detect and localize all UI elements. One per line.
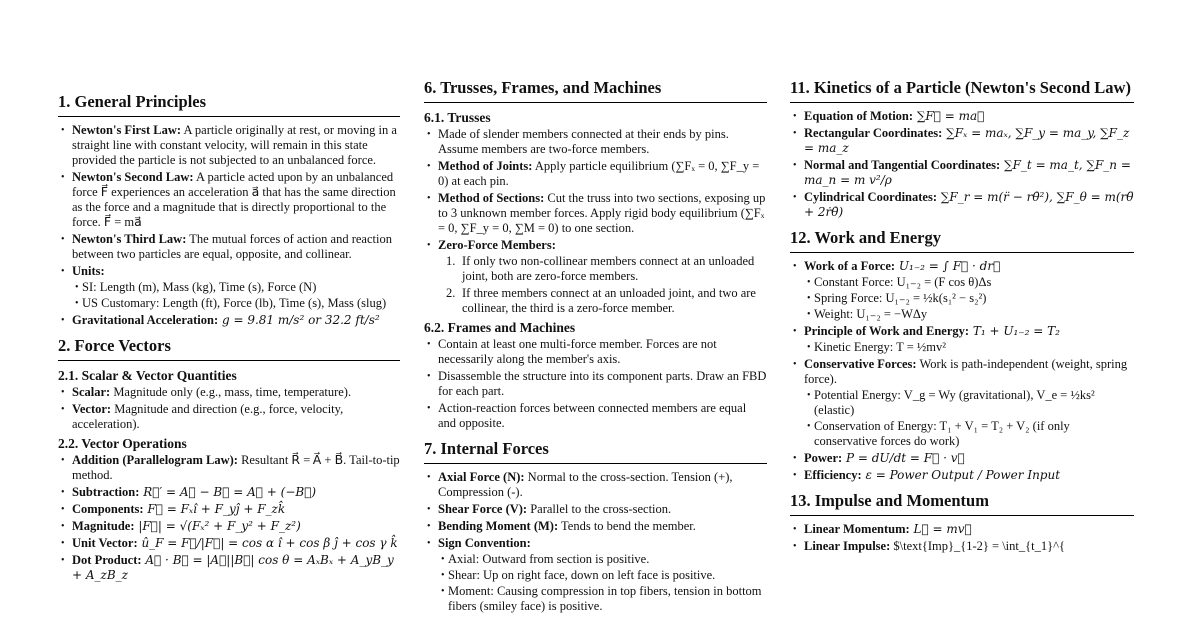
list-item: • US Customary: Length (ft), Force (lb), Time (s), Mass (slug) [72, 296, 400, 311]
section-trusses [424, 78, 767, 431]
list-item: • Axial Force (N): Normal to the cross-section. Tension (+), Compression (-). [424, 470, 767, 500]
scalar-vector-list [58, 385, 400, 432]
pwe-sub-list [804, 340, 1134, 355]
list-item: • Units: • SI: Length (m), Mass (kg), Time (s), Force (N) • US Customary: Length (ft), Force (lb), Time (s), Mass (slug) [58, 264, 400, 311]
list-item: • Principle of Work and Energy: T₁ + U₁₋₂ = T₂ • Kinetic Energy: T = ½mv² [790, 324, 1134, 355]
section-title: 13. Impulse and Momentum [790, 491, 1134, 516]
frames-list [424, 337, 767, 431]
list-item: • Magnitude: |F⃗| = √(Fₓ² + F_y² + F_z²) [58, 519, 400, 534]
list-item: • Gravitational Acceleration: g = 9.81 m/s² or 32.2 ft/s² [58, 313, 400, 328]
column-3 [790, 78, 1134, 562]
section-general-principles [58, 92, 400, 328]
list-item: • Contain at least one multi-force member. Forces are not necessarily along the member's axis. [424, 337, 767, 367]
list-item: • Newton's Third Law: The mutual forces of action and reaction between two particles are equal, opposite, and collinear. [58, 232, 400, 262]
list-item: • Kinetic Energy: T = ½mv² [804, 340, 1134, 355]
units-list [72, 280, 400, 311]
section-internal-forces [424, 439, 767, 614]
list-item: • Linear Momentum: L⃗ = mv⃗ [790, 522, 1134, 537]
conservative-sub-list [804, 388, 1134, 449]
section-title: 1. General Principles [58, 92, 400, 117]
section-kinetics [790, 78, 1134, 220]
list-item: • Method of Sections: Cut the truss into two sections, exposing up to 3 unknown member forces. Apply rigid body equilibrium (∑Fₓ = 0, ∑F_y = 0, ∑M = 0) to one section. [424, 191, 767, 236]
trusses-list [424, 127, 767, 316]
list-item: • Normal and Tangential Coordinates: ∑F_t = ma_t, ∑F_n = ma_n = m v²/ρ [790, 158, 1134, 188]
section-force-vectors [58, 336, 400, 583]
impulse-list [790, 522, 1134, 554]
list-item: • Newton's Second Law: A particle acted upon by an unbalanced force F⃗ experiences an acceleration a⃗ that has the same direction as the force and a magnitude that is directly proportional to the force. F⃗ = ma⃗ [58, 170, 400, 230]
list-item: • Sign Convention: • Axial: Outward from section is positive. • Shear: Up on right face, down on left face is positive. • Moment: Causing compression in top fibers, tension in bottom fibers (smiley face) is positive. [424, 536, 767, 614]
subsection-title: 6.2. Frames and Machines [424, 320, 576, 335]
list-item: • Vector: Magnitude and direction (e.g., force, velocity, acceleration). [58, 402, 400, 432]
work-energy-list [790, 259, 1134, 483]
general-principles-list [58, 123, 400, 328]
list-item: • Axial: Outward from section is positive. [438, 552, 767, 567]
list-item: • SI: Length (m), Mass (kg), Time (s), Force (N) [72, 280, 400, 295]
list-item: • Disassemble the structure into its component parts. Draw an FBD for each part. [424, 369, 767, 399]
section-title: 12. Work and Energy [790, 228, 1134, 253]
vector-operations-list [58, 453, 400, 583]
list-item: • Zero-Force Members: 1. If only two non-collinear members connect at an unloaded joint, both are zero-force members. 2. If three members connect at an unloaded joint, and two are collinear, the third is a zero-force member. [424, 238, 767, 316]
list-item: • Bending Moment (M): Tends to bend the member. [424, 519, 767, 534]
section-title: 7. Internal Forces [424, 439, 767, 464]
list-item: • Action-reaction forces between connected members are equal and opposite. [424, 401, 767, 431]
list-item: 2. If three members connect at an unloaded joint, and two are collinear, the third is a zero-force member. [438, 286, 767, 316]
list-item: • Made of slender members connected at their ends by pins. Assume members are two-force members. [424, 127, 767, 157]
list-item: • Equation of Motion: ∑F⃗ = ma⃗ [790, 109, 1134, 124]
subsection-title: 2.2. Vector Operations [58, 436, 187, 451]
list-item: • Shear Force (V): Parallel to the cross-section. [424, 502, 767, 517]
list-item: • Work of a Force: U₁₋₂ = ∫ F⃗ · dr⃗ • Constant Force: U₁₋₂ = (F cos θ)Δs • Spring Force: U₁₋₂ = ½k(s₁² − s₂²) • Weight: U₁₋₂ = −WΔy [790, 259, 1134, 322]
list-item: • Constant Force: U₁₋₂ = (F cos θ)Δs [804, 275, 1134, 290]
list-item: • Spring Force: U₁₋₂ = ½k(s₁² − s₂²) [804, 291, 1134, 306]
section-title: 6. Trusses, Frames, and Machines [424, 78, 767, 103]
section-impulse-momentum [790, 491, 1134, 554]
list-item: • Conservation of Energy: T₁ + V₁ = T₂ + V₂ (if only conservative forces do work) [804, 419, 1134, 449]
list-item: • Components: F⃗ = Fₓî + F_yĵ + F_zk̂ [58, 502, 400, 517]
list-item: • Potential Energy: V_g = Wy (gravitational), V_e = ½ks² (elastic) [804, 388, 1134, 418]
list-item: • Unit Vector: û_F = F⃗/|F⃗| = cos α î + cos β ĵ + cos γ k̂ [58, 536, 400, 551]
list-item: 1. If only two non-collinear members connect at an unloaded joint, both are zero-force members. [438, 254, 767, 284]
subsection-title: 2.1. Scalar & Vector Quantities [58, 368, 237, 383]
list-item: • Linear Impulse: $\text{Imp}_{1-2} = \int_{t_1}^{ [790, 539, 1134, 554]
section-title: 2. Force Vectors [58, 336, 400, 361]
list-item: • Dot Product: A⃗ · B⃗ = |A⃗||B⃗| cos θ = AₓBₓ + A_yB_y + A_zB_z [58, 553, 400, 583]
list-item: • Shear: Up on right face, down on left face is positive. [438, 568, 767, 583]
list-item: • Efficiency: ε = Power Output / Power Input [790, 468, 1134, 483]
list-item: • Subtraction: R⃗′ = A⃗ − B⃗ = A⃗ + (−B⃗) [58, 485, 400, 500]
list-item: • Newton's First Law: A particle originally at rest, or moving in a straight line with constant velocity, will remain in this state provided the particle is not subjected to an unbalanced force. [58, 123, 400, 168]
list-item: • Addition (Parallelogram Law): Resultant R⃗ = A⃗ + B⃗. Tail-to-tip method. [58, 453, 400, 483]
list-item: • Scalar: Magnitude only (e.g., mass, time, temperature). [58, 385, 400, 400]
column-2 [424, 78, 767, 622]
kinetics-list [790, 109, 1134, 220]
internal-forces-list [424, 470, 767, 614]
list-item: • Weight: U₁₋₂ = −WΔy [804, 307, 1134, 322]
zero-force-list [438, 254, 767, 316]
column-1 [58, 92, 400, 591]
list-item: • Cylindrical Coordinates: ∑F_r = m(r̈ − rθ̇²), ∑F_θ = m(rθ̈ + 2ṙθ̇) [790, 190, 1134, 220]
section-work-energy [790, 228, 1134, 483]
list-item: • Rectangular Coordinates: ∑Fₓ = maₓ, ∑F_y = ma_y, ∑F_z = ma_z [790, 126, 1134, 156]
work-sub-list [804, 275, 1134, 322]
list-item: • Power: P = dU/dt = F⃗ · v⃗ [790, 451, 1134, 466]
list-item: • Method of Joints: Apply particle equilibrium (∑Fₓ = 0, ∑F_y = 0) at each pin. [424, 159, 767, 189]
list-item: • Moment: Causing compression in top fibers, tension in bottom fibers (smiley face) is positive. [438, 584, 767, 614]
section-title: 11. Kinetics of a Particle (Newton's Second Law) [790, 78, 1134, 103]
list-item: • Conservative Forces: Work is path-independent (weight, spring force). • Potential Energy: V_g = Wy (gravitational), V_e = ½ks² (elastic) • Conservation of Energy: T₁ + V₁ = T₂ + V₂ (if only conservative forces do work) [790, 357, 1134, 449]
subsection-title: 6.1. Trusses [424, 110, 491, 125]
sign-convention-list [438, 552, 767, 614]
